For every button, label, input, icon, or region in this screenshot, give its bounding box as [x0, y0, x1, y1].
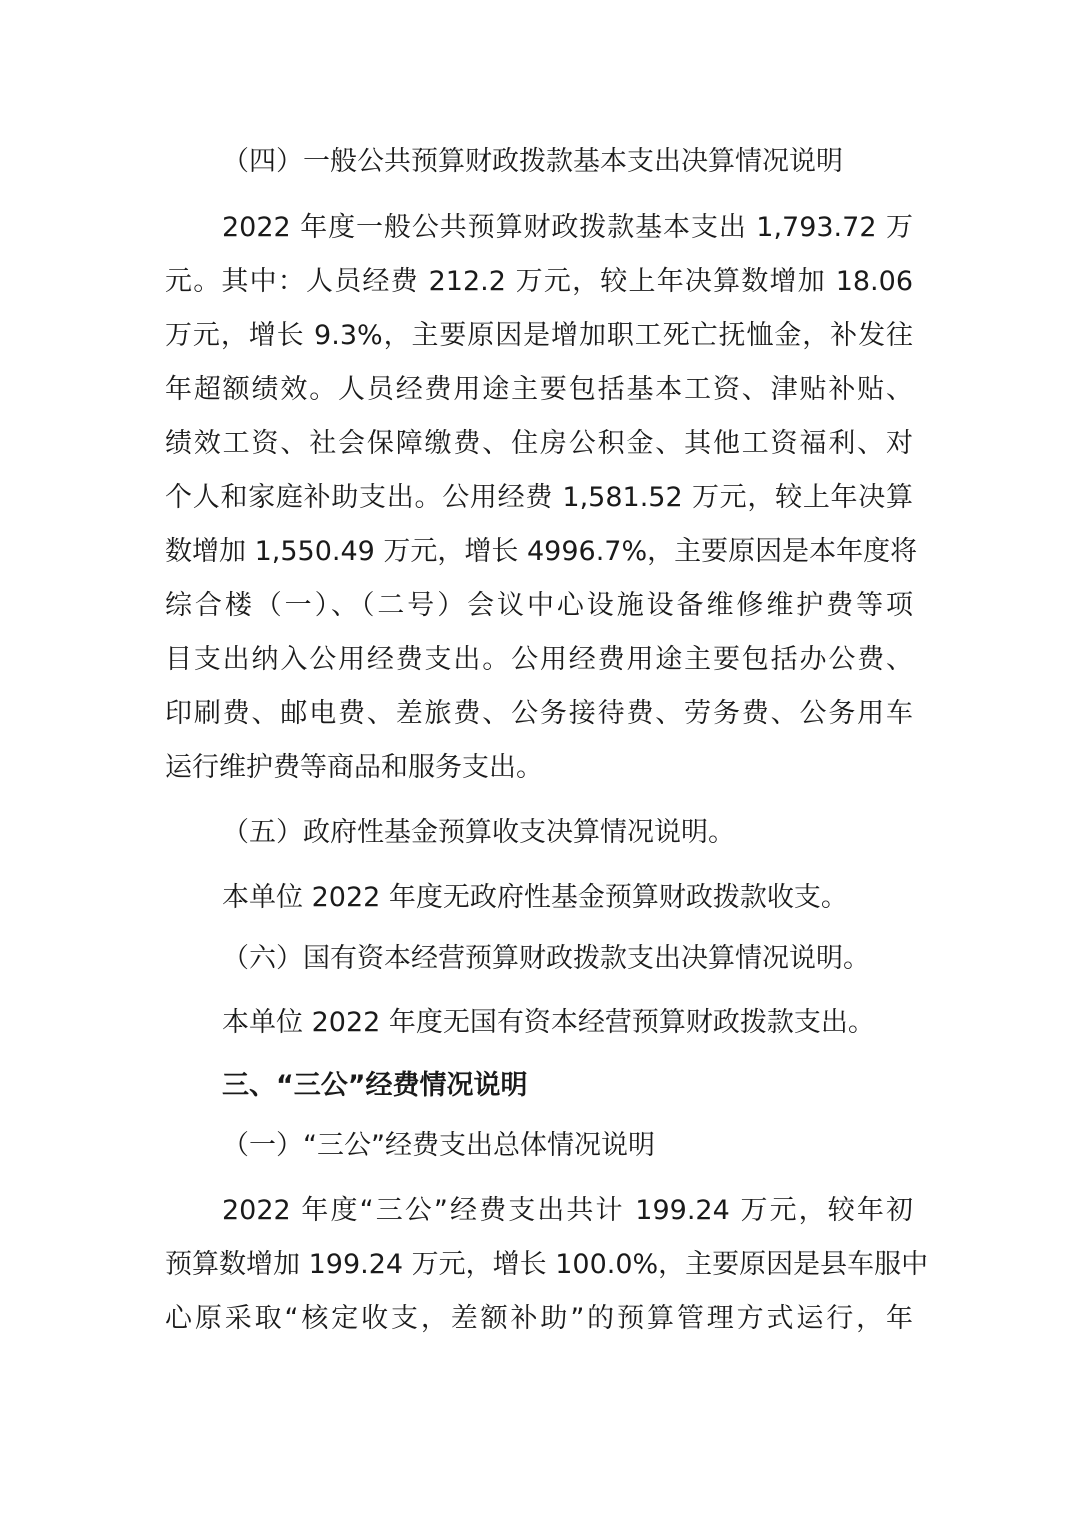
paragraph-line: 运行维护费等商品和服务支出。 — [165, 752, 543, 783]
paragraph-line: 绩效工资、社会保障缴费、住房公积金、其他工资福利、对 — [165, 428, 913, 459]
part-3-heading: 三、“三公”经费情况说明 — [222, 1070, 528, 1101]
paragraph-line: 综合楼（一）、（二号）会议中心设施设备维修维护费等项 — [165, 590, 913, 621]
paragraph-line: 元。其中：人员经费 212.2 万元，较上年决算数增加 18.06 — [165, 266, 913, 297]
paragraph-line: 个人和家庭补助支出。公用经费 1,581.52 万元，较上年决算 — [165, 482, 913, 513]
section-5-body: 本单位 2022 年度无政府性基金预算财政拨款收支。 — [222, 882, 848, 913]
paragraph-line: 2022 年度“三公”经费支出共计 199.24 万元，较年初 — [222, 1195, 913, 1226]
paragraph-line: 印刷费、邮电费、差旅费、公务接待费、劳务费、公务用车 — [165, 698, 913, 729]
section-4-heading: （四）一般公共预算财政拨款基本支出决算情况说明 — [222, 146, 843, 177]
section-6-body: 本单位 2022 年度无国有资本经营预算财政拨款支出。 — [222, 1007, 875, 1038]
section-6-heading: （六）国有资本经营预算财政拨款支出决算情况说明。 — [222, 943, 870, 974]
paragraph-line: 心原采取“核定收支，差额补助”的预算管理方式运行，年 — [165, 1303, 913, 1334]
paragraph-line: 万元，增长 9.3%，主要原因是增加职工死亡抚恤金，补发往 — [165, 320, 913, 351]
section-5-heading: （五）政府性基金预算收支决算情况说明。 — [222, 817, 735, 848]
paragraph-line: 年超额绩效。人员经费用途主要包括基本工资、津贴补贴、 — [165, 374, 913, 405]
paragraph-line: 2022 年度一般公共预算财政拨款基本支出 1,793.72 万 — [222, 212, 913, 243]
paragraph-line: 目支出纳入公用经费支出。公用经费用途主要包括办公费、 — [165, 644, 913, 675]
paragraph-line: 数增加 1,550.49 万元，增长 4996.7%，主要原因是本年度将 — [165, 536, 918, 567]
paragraph-line: 预算数增加 199.24 万元，增长 100.0%，主要原因是县车服中 — [165, 1249, 929, 1280]
part-3-sub-1-heading: （一）“三公”经费支出总体情况说明 — [222, 1130, 655, 1161]
